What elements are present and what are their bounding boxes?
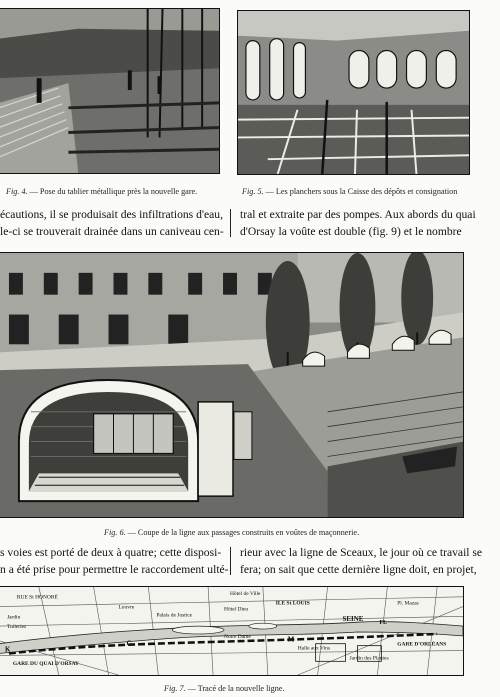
column-divider-1 bbox=[230, 209, 231, 237]
map-label-hotel-dieu: Hôtel Dieu bbox=[224, 606, 249, 613]
map-label-notre-dame: Notre Dame bbox=[224, 633, 251, 640]
map-label-seine: SEINE bbox=[342, 616, 364, 624]
map-marker-g: G bbox=[126, 640, 132, 648]
figure-6-caption-text: — Coupe de la ligne aux passages construits en voûtes de maçonnerie. bbox=[127, 528, 360, 537]
map-label-rue-st-honore: RUE St HONORÉ bbox=[16, 594, 58, 601]
map-label-hotel-de-ville: Hôtel de Ville bbox=[230, 590, 261, 597]
figure-5-number: Fig. 5. bbox=[242, 187, 264, 196]
map-label-ile-st-louis: ILE St LOUIS bbox=[275, 600, 310, 607]
map-marker-m: M bbox=[287, 636, 295, 644]
map-label-louvre: Louvre bbox=[118, 604, 135, 611]
figure-7-number: Fig. 7. bbox=[164, 684, 186, 693]
figure-5-image bbox=[237, 10, 470, 175]
paragraph-1-left-line-1: écautions, il se produisait des infiltrations d'eau, bbox=[0, 208, 223, 221]
paragraph-2-left-line-2: n a été prise pour permettre le raccordement ulté- bbox=[0, 563, 229, 576]
map-label-gare-quai-orsay: GARE DU QUAI D'ORSAY bbox=[12, 661, 79, 668]
paragraph-2-right-line-2: fera; on sait que cette dernière ligne doit, en projet, bbox=[240, 563, 477, 576]
column-divider-2 bbox=[230, 547, 231, 575]
map-label-halle-aux-vins: Halle aux Vins bbox=[297, 645, 331, 652]
paragraph-2-left-line-1: s voies est porté de deux à quatre; cette disposi- bbox=[0, 546, 222, 559]
map-label-fl: FL bbox=[379, 620, 387, 627]
paragraph-1-right-line-2: d'Orsay la voûte est double (fig. 9) et le nombre bbox=[240, 225, 462, 238]
map-label-jardin: Jardin bbox=[6, 614, 21, 621]
figure-5-caption-text: — Les planchers sous la Caisse des dépôts et consignation bbox=[265, 187, 458, 196]
figure-4-image bbox=[0, 8, 220, 174]
figure-7-caption-text: — Tracé de la nouvelle ligne. bbox=[187, 684, 285, 693]
figure-4-caption bbox=[6, 187, 197, 196]
figure-4-caption-text: — Pose du tablier métallique près la nouvelle gare. bbox=[29, 187, 198, 196]
figure-6-image bbox=[0, 252, 464, 518]
map-label-jardin-des-plantes: Jardin des Plantes bbox=[349, 655, 389, 662]
map-label-tuileries: Tuileries bbox=[6, 624, 27, 631]
figure-7-caption bbox=[164, 684, 285, 693]
paragraph-2-right-line-1: rieur avec la ligne de Sceaux, le jour où ce travail se bbox=[240, 546, 483, 559]
map-label-gare-orleans: GARE D'ORLÉANS bbox=[397, 641, 447, 648]
paragraph-1-right-line-1: tral et extraite par des pompes. Aux abords du quai bbox=[240, 208, 476, 221]
map-label-pl-mazas: Pl. Mazas bbox=[397, 600, 419, 607]
figure-6-caption bbox=[104, 528, 359, 537]
figure-6-number: Fig. 6. bbox=[104, 528, 126, 537]
map-marker-k: K bbox=[4, 646, 11, 654]
figure-4-number: Fig. 4. bbox=[6, 187, 28, 196]
map-label-palais-justice: Palais de Justice bbox=[156, 612, 193, 619]
paragraph-1-left-line-2: le-ci se trouverait drainée dans un caniveau cen- bbox=[0, 225, 224, 238]
figure-5-caption bbox=[242, 187, 457, 196]
figure-7-map bbox=[0, 586, 464, 676]
